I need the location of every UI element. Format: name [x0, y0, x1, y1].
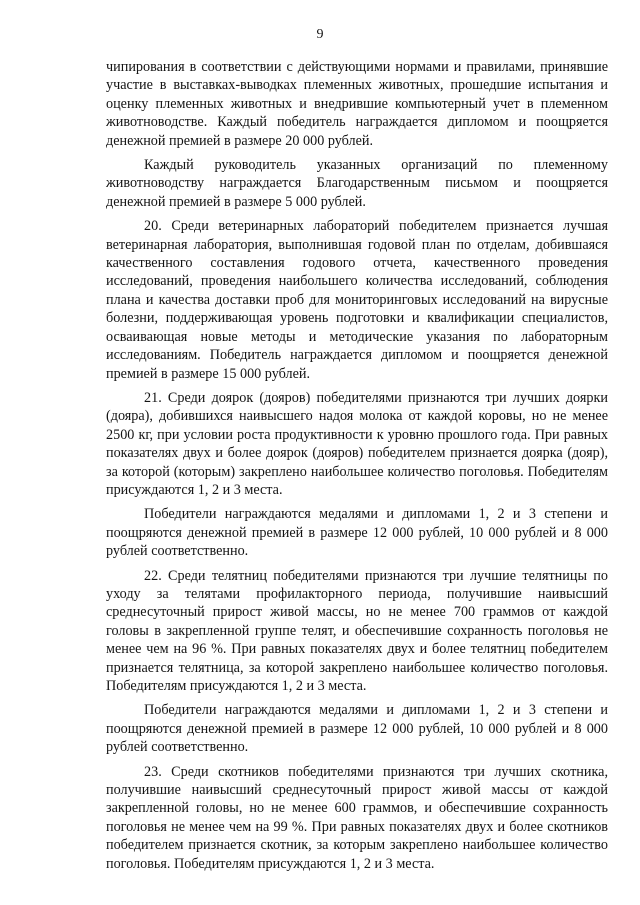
paragraph-item-21-awards: Победители награждаются медалями и дипломами 1, 2 и 3 степени и поощряются денежной премией в размере 12 000 рублей, 10 000 рублей и 8 000 рублей соответственно.: [106, 506, 608, 560]
paragraph-item-21: 21. Среди доярок (дояров) победителями признаются три лучших доярки (дояра), добившихся наивысшего надоя молока от каждой коровы, но не менее 2500 кг, при условии роста продуктивности к уровню прошлого года. При равных показателях двух и более доярок (дояров) победителем признается доярка (дояр), за которой (которым) закреплено наибольшее количество поголовья. Победителям присуждаются 1, 2 и 3 места.: [106, 389, 608, 498]
paragraph-continuation: чипирования в соответствии с действующими нормами и правилами, принявшие участие в выставках-выводках племенных животных, прошедшие испытания и оценку племенных животных и внедрившие компьютерный учет в племенном животноводстве. Каждый победитель награждается дипломом и поощряется денежной премией в размере 20 000 рублей.: [106, 59, 608, 149]
paragraph-item-23: 23. Среди скотников победителями признаются три лучших скотника, получившие наивысший среднесуточный прирост живой массы от каждой закрепленной головы, но не менее 600 граммов, и обеспечившие сохранность поголовья не менее чем на 99 %. При равных показателях двух и более скотников победителем признается скотник, за которым закреплено наибольшее количество поголовья. Победителям присуждаются 1, 2 и 3 места.: [106, 763, 608, 872]
paragraph-item-22-awards: Победители награждаются медалями и дипломами 1, 2 и 3 степени и поощряются денежной премией в размере 12 000 рублей, 10 000 рублей и 8 000 рублей соответственно.: [106, 702, 608, 756]
document-body: [106, 58, 608, 879]
paragraph-managers-award: Каждый руководитель указанных организаций по племенному животноводству награждается Благодарственным письмом и поощряется денежной премией в размере 5 000 рублей.: [106, 157, 608, 210]
paragraph-item-20: 20. Среди ветеринарных лабораторий победителем признается лучшая ветеринарная лаборатория, выполнившая годовой план по отделам, добившаяся качественного составления годового отчета, качественного проведения исследований, проведения наибольшего количества исследований, соблюдения плана и качества доставки проб для мониторинговых исследований на вирусные болезни, поддерживающая уровень подготовки и квалификации специалистов, осваивающая новые методы и методические указания по лабораторным исследованиям. Победитель награждается дипломом и поощряется денежной премией в размере 15 000 рублей.: [106, 218, 608, 382]
page-number: 9: [316, 27, 324, 42]
paragraph-item-22: 22. Среди телятниц победителями признаются три лучшие телятницы по уходу за телятами профилакторного периода, получившие наивысший среднесуточный прирост живой массы, но не менее 700 граммов от каждой головы в закрепленной группе телят, и обеспечившие сохранность поголовья не менее чем на 96 %. При равных показателях двух и более телятниц победителем признается телятница, за которой закреплено наибольшее количество поголовья. Победителям присуждаются 1, 2 и 3 места.: [106, 567, 608, 694]
